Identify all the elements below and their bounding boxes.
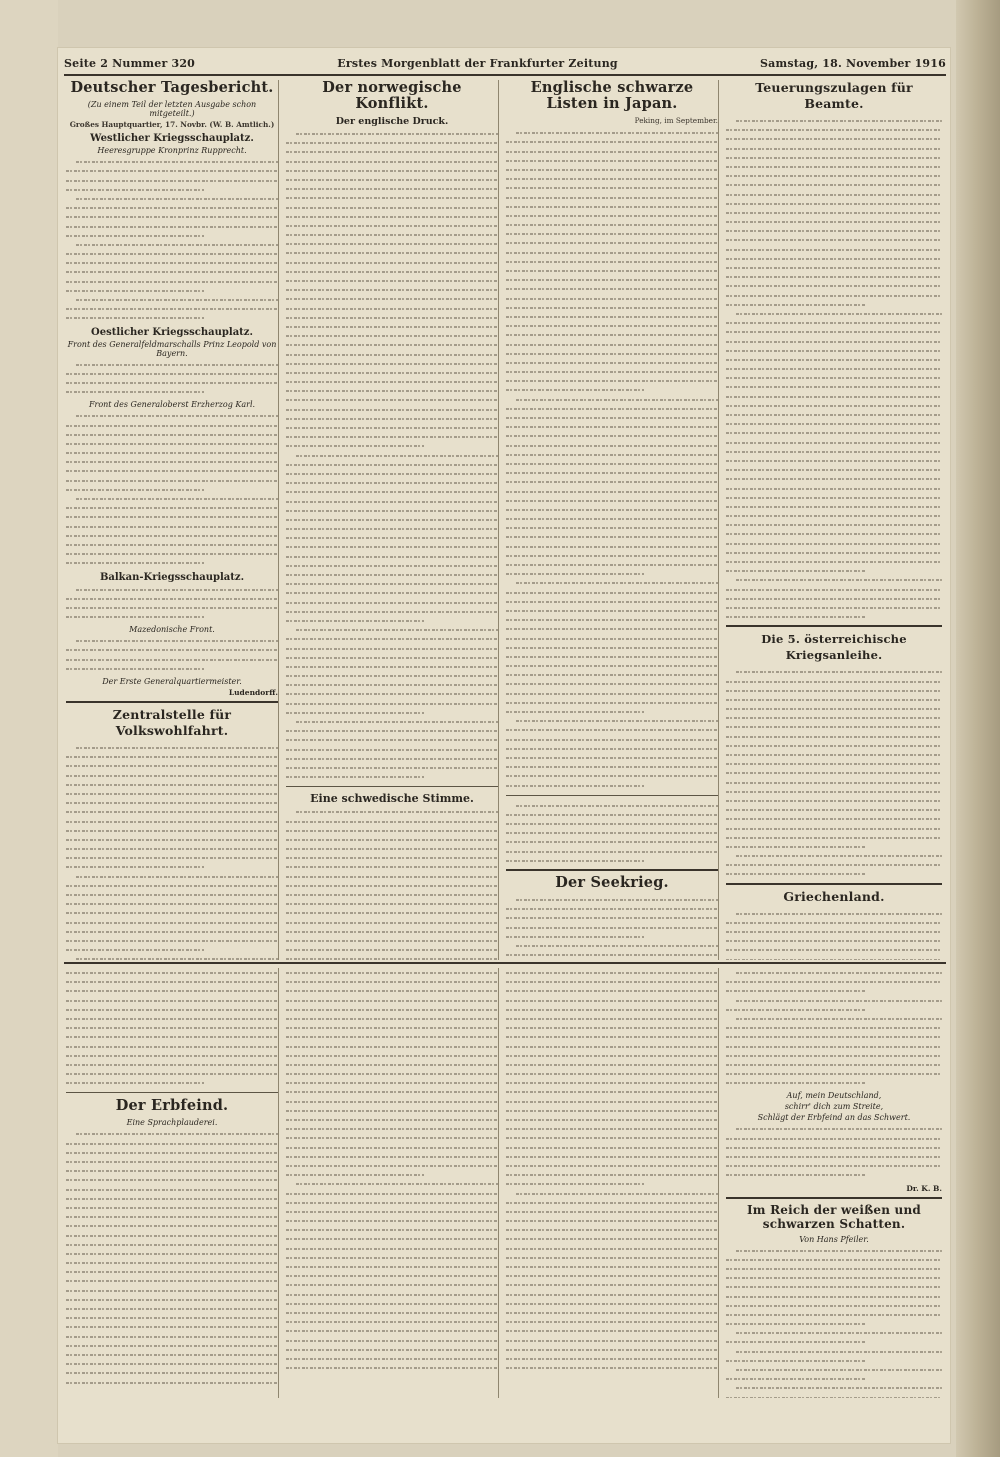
masthead (64, 55, 946, 76)
subhead-karl: Front des Generaloberst Erzherzog Karl. (88, 400, 256, 410)
signature-kb: Dr. K. B. (906, 1183, 942, 1193)
lower-column-1 (66, 968, 279, 1398)
headline-japan: Englische schwarze Listen in Japan. (530, 80, 694, 112)
dateline: Großes Hauptquartier, 17. Novbr. (W. B. Amtlich.) (69, 120, 275, 129)
text-block (726, 1124, 942, 1179)
text-block (506, 895, 718, 960)
text-block (286, 807, 498, 960)
issue-date: Samstag, 18. November 1916 (760, 56, 946, 70)
subhead-druck: Der englische Druck. (335, 116, 449, 127)
subhead-mazedonien: Mazedonische Front. (129, 625, 215, 635)
signature-title: Der Erste Generalquartiermeister. (102, 677, 242, 687)
column-3 (506, 80, 719, 960)
text-block (506, 968, 718, 1372)
text-block (506, 128, 718, 790)
text-block (66, 968, 278, 1087)
text-block (286, 129, 498, 781)
lower-column-3 (506, 968, 719, 1398)
text-block (66, 585, 278, 622)
text-block (726, 667, 942, 878)
headline-volkswohlfahrt: Zentralstelle für Volkswohlfahrt. (112, 707, 232, 739)
column-1 (66, 80, 279, 960)
verse-line-2: schirr' dich zum Streite, (784, 1102, 884, 1112)
subhead-west: Westlicher Kriegsschauplatz. (90, 133, 254, 145)
subhead-rupprecht: Heeresgruppe Kronprinz Rupprecht. (97, 146, 247, 156)
lower-column-4 (726, 968, 942, 1398)
dateline-peking: Peking, im September. (634, 116, 718, 125)
subhead-ost: Oestlicher Kriegsschauplatz. (91, 326, 253, 338)
lower-column-2 (286, 968, 499, 1398)
headline-teuerung: Teuerungszulagen für Beamte. (755, 80, 913, 111)
page-binding (956, 0, 1000, 1457)
headline-seekrieg: Der Seekrieg. (555, 874, 669, 892)
subhead-balkan: Balkan-Kriegsschauplatz. (99, 571, 245, 583)
headline-tagesbericht: Deutscher Tagesbericht. (70, 80, 274, 96)
text-block (66, 360, 278, 397)
note: (Zu einem Teil der letzten Ausgabe schon mitgeteilt.) (87, 100, 257, 118)
subhead-sprachplauderei: Eine Sprachplauderei. (126, 1118, 218, 1128)
author-pfeiler: Von Hans Pfeiler. (799, 1234, 869, 1244)
text-block (66, 743, 278, 960)
headline-norwegen: Der norwegische Konflikt. (322, 80, 462, 112)
signature: Ludendorff. (228, 688, 278, 698)
headline-griechenland: Griechenland. (783, 888, 885, 904)
verse-line-3: Schlägt der Erbfeind an das Schwert. (757, 1113, 911, 1123)
text-block (66, 636, 278, 673)
headline-schweden: Eine schwedische Stimme. (310, 792, 474, 806)
text-block (726, 116, 942, 621)
text-block (66, 1129, 278, 1386)
verse-line-1: Auf, mein Deutschland, (786, 1091, 882, 1101)
page-number: Seite 2 Nummer 320 (64, 56, 196, 70)
headline-kriegsanleihe: Die 5. österreichische Kriegsanleihe. (761, 632, 907, 663)
feuilleton-rule (64, 962, 946, 964)
newspaper-name: Erstes Morgenblatt der Frankfurter Zeitung (337, 56, 618, 70)
text-block (66, 157, 278, 322)
text-block (506, 801, 718, 865)
headline-erbfeind: Der Erbfeind. (115, 1097, 229, 1115)
column-4 (726, 80, 942, 960)
headline-schatten: Im Reich der weißen und schwarzen Schatten. (746, 1202, 921, 1231)
text-block (726, 1246, 942, 1398)
left-margin (0, 0, 58, 1457)
text-block (726, 968, 942, 1087)
text-block (66, 411, 278, 567)
column-2 (286, 80, 499, 960)
text-block (726, 909, 942, 960)
text-block (286, 968, 498, 1372)
subhead-leopold: Front des Generalfeldmarschalls Prinz Leopold von Bayern. (67, 339, 277, 358)
